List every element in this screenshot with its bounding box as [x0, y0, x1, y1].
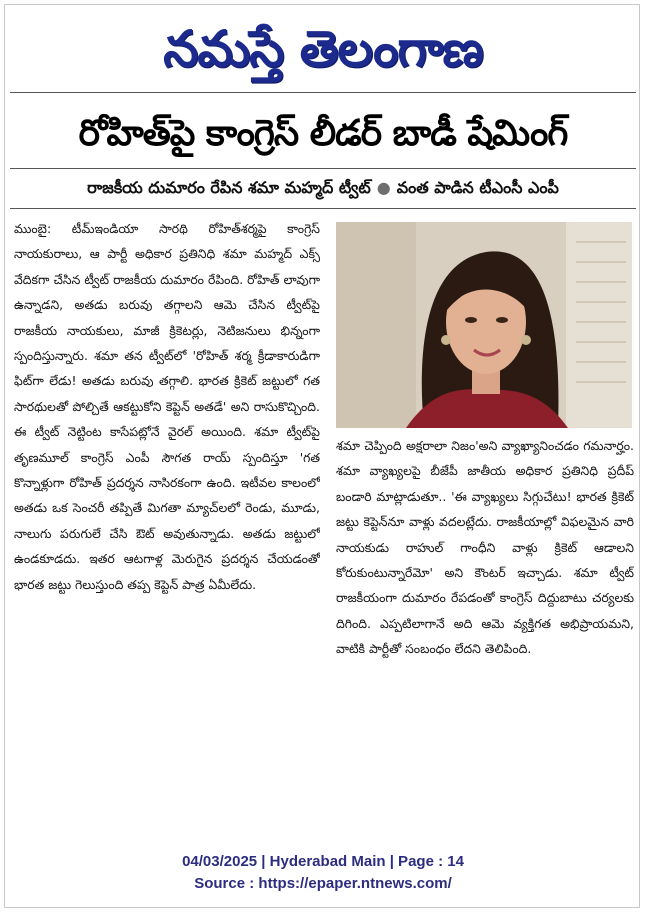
article-column-right [336, 433, 634, 833]
subheadline-divider [10, 208, 636, 209]
masthead-divider [10, 92, 636, 93]
newspaper-masthead: నమస్తే తెలంగాణ [163, 20, 483, 78]
article-headline: రోహిత్‌పై కాంగ్రెస్ లీడర్ బాడీ షేమింగ్ [78, 113, 568, 154]
article-body-left: ముంబై: టీమ్‌ఇండియా సారథి రోహిత్‌శర్మపై కాంగ్రెస్ నాయకురాలు, ఆ పార్టీ అధికార ప్రతినిధి శమా మహ్మద్ ఎక్స్ వేదికగా చేసిన ట్వీట్ రాజకీయ దుమారం రేపింది. రోహిత్ లావుగా ఉన్నాడని, అతడు బరువు తగ్గాలని ఆమె చేసిన ట్వీట్‌పై రాజకీయ నాయకులు, మాజీ క్రికెటర్లు, నెటిజనులు భిన్నంగా స్పందిస్తున్నారు. శమా తన ట్వీట్‌లో 'రోహిత్ శర్మ క్రీడాకారుడిగా ఫిట్‌గా లేడు! అతడు బరువు తగ్గాలి. భారత క్రికెట్ జట్టులో గత సారథులతో పోల్చితే ఆకట్టుకోని కెప్టెన్ అతడే' అని రాసుకొచ్చింది. ఈ ట్వీట్ నెట్టింట కాసేపట్లోనే వైరల్ అయింది. శమా ట్వీట్‌పై తృణమూల్ కాంగ్రెస్ ఎంపీ సౌగత రాయ్ స్పందిస్తూ 'గత కొన్నాళ్లుగా రోహిత్ ప్రదర్శన నాసిరకంగా ఉంది. ఇటీవల కాలంలో అతడు ఒక సెంచరీ తప్పితే మిగతా మ్యాచ్‌లలో రెండు, మూడు, నాలుగు పరుగులే చేసి ఔట్ అవుతున్నాడు. అతడు జట్టులో ఉండకూడదు. ఇతర ఆటగాళ్ల మెరుగైన ప్రదర్శన చేయడంతో భారత జట్టు గెలుస్తుంది తప్ప కెప్టెన్ పాత్ర ఏమీలేదు. [14, 221, 320, 592]
edition-info: 04/03/2025 | Hyderabad Main | Page : 14 [182, 853, 464, 870]
article-body-right: శమా చెప్పింది అక్షరాలా నిజం'అని వ్యాఖ్యానించడం గమనార్హం. శమా వ్యాఖ్యలపై బీజేపీ జాతీయ అధికార ప్రతినిధి ప్రదీప్ బండారి మాట్లాడుతూ.. 'ఈ వ్యాఖ్యలు సిగ్గుచేటు! భారత క్రికెట్ జట్టు కెప్టెన్‌నూ వాళ్లు వదలట్లేదు. రాజకీయాల్లో విఫలమైన వారి నాయకుడు రాహుల్ గాంధీని వాళ్లు క్రికెట్ ఆడాలని కోరుకుంటున్నారేమో' అని కౌంటర్ ఇచ్చాడు. శమా ట్వీట్ రాజకీయంగా దుమారం రేపడంతో కాంగ్రెస్ దిద్దుబాటు చర్యలకు దిగింది. ఎప్పటిలాగానే అది ఆమె వ్యక్తిగత అభిప్రాయమని, వాటికి పార్టీతో సంబంధం లేదని తెలిపింది. [336, 438, 634, 657]
article-column-left [14, 216, 320, 828]
subheadline-left: రాజకీయ దుమారం రేపిన శమా మహ్మద్ ట్వీట్ [87, 178, 371, 197]
subheadline-right: వంత పాడిన టీఎంసీ ఎంపీ [396, 178, 559, 197]
bullet-separator: ● [376, 178, 391, 197]
portrait-photo-image [336, 222, 632, 428]
article-subheadline [10, 176, 636, 200]
article-photo [336, 222, 632, 428]
source-link[interactable]: Source : https://epaper.ntnews.com/ [194, 875, 452, 892]
headline-divider [10, 168, 636, 169]
